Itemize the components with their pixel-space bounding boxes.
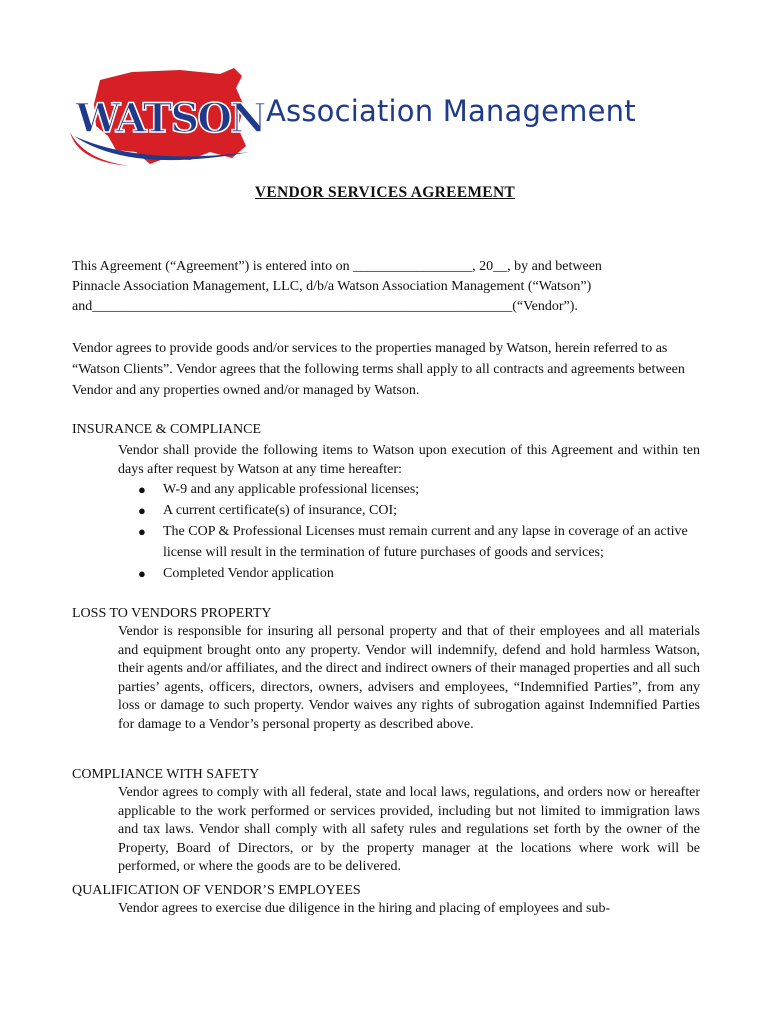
insurance-body: Vendor shall provide the following items to Watson upon execution of this Agreement and within ten days after request by Watson at any time hereafter: (118, 443, 700, 477)
document-title: VENDOR SERVICES AGREEMENT (254, 184, 516, 201)
insurance-bullet-list (118, 479, 702, 584)
intro-line: and____________________________________________________________(“Vendor”). (72, 299, 578, 314)
list-item: ● W-9 and any applicable professional licenses; (118, 479, 702, 500)
loss-body: Vendor is responsible for insuring all personal property and that of their employees and all materials and equipment brought onto any property. Vendor will indemnify, defend and hold harmless Watson, their agents and/or affiliates, and the direct and indirect owners of their managed properties and all such parties’ agents, officers, directors, owners, advisers and employees, “Indemnified Parties”, from any loss or damage to such property. Vendor waives any rights of subrogation against Indemnified Parties for damage to a Vendor’s personal property as described above. (118, 624, 700, 732)
list-item: ● A current certificate(s) of insurance, COI; (118, 500, 702, 521)
bullet-icon: ● (138, 566, 146, 581)
intro-paragraph (72, 257, 702, 317)
insurance-heading: INSURANCE & COMPLIANCE (72, 422, 262, 437)
brand-wordmark: WATSON (75, 95, 265, 142)
qualification-body: Vendor agrees to exercise due diligence in the hiring and placing of employees and sub- (118, 901, 611, 916)
safety-heading: COMPLIANCE WITH SAFETY (72, 767, 260, 782)
list-item: ● Completed Vendor application (118, 563, 702, 584)
bullet-icon: ● (138, 503, 146, 518)
qualification-heading: QUALIFICATION OF VENDOR’S EMPLOYEES (72, 883, 361, 898)
intro-line: Pinnacle Association Management, LLC, d/b/a Watson Association Management (“Watson”) (72, 279, 592, 294)
intro-line: This Agreement (“Agreement”) is entered into on _________________, 20__, by and between (72, 259, 602, 274)
bullet-icon: ● (138, 524, 146, 539)
loss-heading: LOSS TO VENDORS PROPERTY (72, 606, 272, 621)
usa-map-emblem (70, 66, 270, 170)
bullet-icon: ● (138, 482, 146, 497)
logo-tagline: Association Management (266, 94, 636, 128)
watson-logo (70, 66, 650, 170)
safety-body: Vendor agrees to comply with all federal, state and local laws, regulations, and orders now or hereafter applicable to the work performed or services provided, including but not limited to immigration laws and tax laws. Vendor shall comply with all safety rules and regulations set forth by the owner of the Property, Board of Directors, or by the property manager at the locations where work will be performed, or where the goods are to be delivered. (118, 785, 700, 874)
list-item: ● The COP & Professional Licenses must remain current and any lapse in coverage of an active license will result in the termination of future purchases of goods and services; (118, 521, 702, 563)
scope-paragraph: Vendor agrees to provide goods and/or services to the properties managed by Watson, herein referred to as “Watson Clients”. Vendor agrees that the following terms shall apply to all contracts and agreements between Vendor and any properties owned and/or managed by Watson. (72, 341, 685, 398)
